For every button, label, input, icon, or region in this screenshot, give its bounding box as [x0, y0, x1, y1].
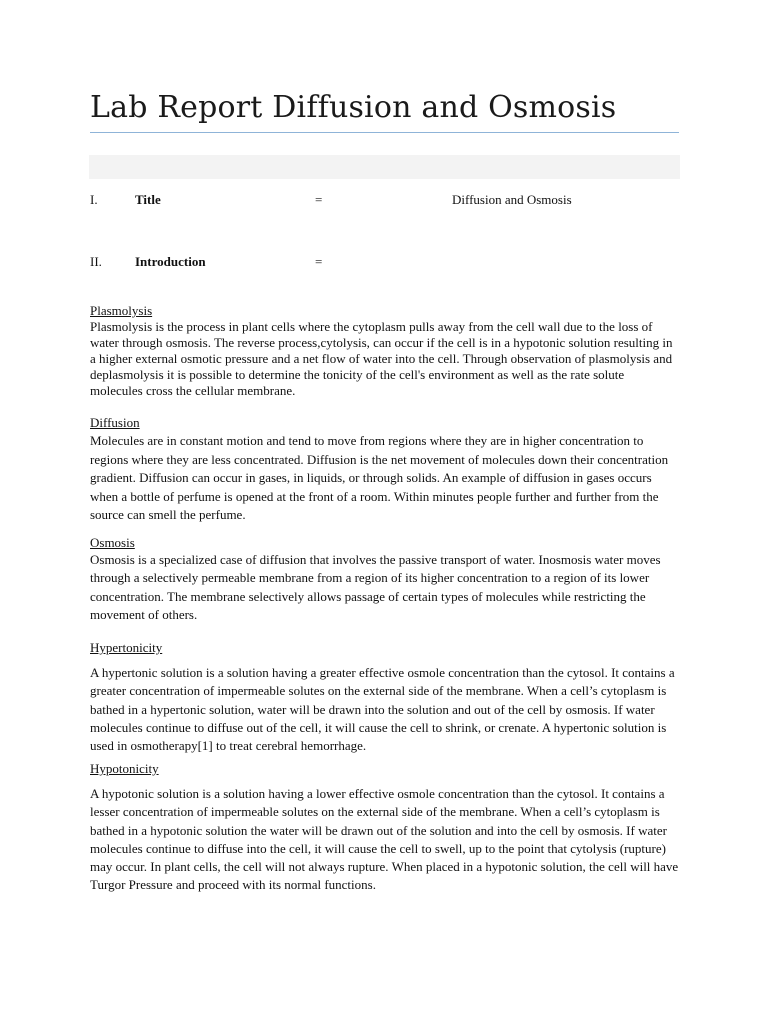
section-paragraph: Molecules are in constant motion and tend to move from regions where they are in higher concentration to regions where they are less concentrated. Diffusion is the net movement of molecules down their concentration gradient. Diffusion can occur in gases, in liquids, or through solids. An example of diffusion in gases occurs when a bottle of perfume is opened at the front of a room. Within minutes people further and further from the source can smell the perfume. [90, 433, 669, 522]
section-paragraph: Plasmolysis is the process in plant cells where the cytoplasm pulls away from the cell wall due to the loss of water through osmosis. The reverse process,cytolysis, can occur if the cell is in a hypotonic solution resulting in a higher external osmotic pressure and a net flow of water into the cell. Through observation of plasmolysis and deplasmolysis it is possible to determine the tonicity of the cell's environment as well as the rate solute molecules cross the cellular membrane. [90, 319, 673, 398]
section-heading: Hypertonicity [90, 640, 163, 655]
title-underline-rule [90, 132, 679, 133]
section-paragraph: A hypotonic solution is a solution having a lower effective osmole concentration than the cytosol. It contains a lesser concentration of impermeable solutes on the external side of the membrane. When a cell’s cytoplasm is bathed in a hypotonic solution the water will be drawn out of the solution and into the cell by osmosis. If water molecules continue to diffuse into the cell, it will cause the cell to swell, up to the point that cytolysis (rupture) may occur. In plant cells, the cell will not always rupture. When placed in a hypotonic solution, the cell will have Turgor Pressure and proceed with its normal functions. [90, 786, 679, 893]
outline-equals: = [315, 254, 323, 269]
section-paragraph: A hypertonic solution is a solution having a greater effective osmole concentration than the cytosol. It contains a greater concentration of impermeable solutes on the external side of the membrane. When a cell’s cytoplasm is bathed in a hypertonic solution, water will be drawn into the solution and out of the cell by osmosis. If water molecules continue to diffuse out of the cell, it will cause the cell to shrink, or crenate. A hypertonic solution is used in osmotherapy[1] to treat cerebral hemorrhage. [90, 665, 675, 754]
section-hypotonicity [90, 761, 680, 895]
section-heading: Plasmolysis [90, 303, 153, 318]
outline-equals: = [315, 192, 323, 207]
shaded-header-bar [89, 155, 680, 179]
section-hypertonicity [90, 640, 680, 755]
section-heading: Hypotonicity [90, 761, 159, 776]
outline-label: Introduction [135, 254, 206, 269]
outline-row-introduction [0, 253, 768, 271]
outline-numeral: II. [90, 254, 102, 269]
outline-label: Title [135, 192, 161, 207]
section-paragraph: Osmosis is a specialized case of diffusion that involves the passive transport of water. Inosmosis water moves through a selectively permeable membrane from a region of its higher concentration to a region of its lower concentration. The membrane selectively allows passage of certain types of molecules while restricting the movement of others. [90, 552, 661, 622]
section-heading: Osmosis [90, 535, 135, 550]
section-heading: Diffusion [90, 415, 140, 430]
outline-numeral: I. [90, 192, 98, 207]
section-diffusion [90, 414, 680, 525]
section-osmosis [90, 535, 680, 624]
page-title: Lab Report Diffusion and Osmosis [90, 90, 617, 125]
outline-row-title [0, 191, 768, 209]
outline-value: Diffusion and Osmosis [452, 192, 572, 207]
section-plasmolysis [90, 303, 680, 399]
